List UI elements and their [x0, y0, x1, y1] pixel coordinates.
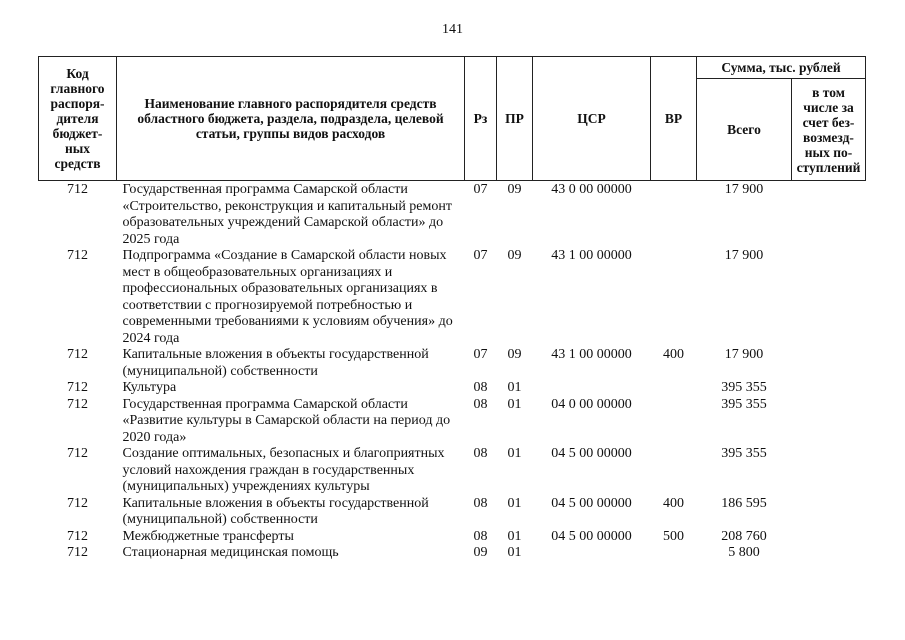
header-code: Код главного распоря-дителя бюджет-ных средств — [39, 57, 117, 181]
cell-rz: 07 — [473, 182, 488, 197]
cell-name: Культура — [122, 380, 177, 395]
table-row — [39, 446, 866, 496]
cell-rz: 08 — [473, 495, 488, 511]
cell-vr — [651, 380, 697, 397]
cell-vr — [651, 446, 697, 496]
header-pr: ПР — [497, 57, 533, 181]
cell-total: 395 355 — [721, 396, 767, 412]
table-row — [39, 181, 866, 249]
cell-gratis — [792, 545, 866, 562]
cell-name: Стационарная медицинская помощь — [122, 545, 339, 560]
cell-csr — [533, 545, 651, 562]
cell-code: 712 — [67, 528, 88, 544]
cell-name: Подпрограмма «Создание в Самарской области новых мест в общеобразовательных организациях и профессиональных образовательных организациях в соответствии с прогнозируемой потребностью и современными требованиями к условиям обучения» до 2024 года — [122, 248, 453, 346]
cell-rz: 08 — [473, 380, 488, 395]
cell-csr: 04 0 00 00000 — [551, 396, 632, 412]
cell-code: 712 — [67, 446, 88, 461]
cell-name: Межбюджетные трансферты — [122, 528, 294, 544]
cell-total: 17 900 — [724, 182, 764, 197]
cell-pr: 09 — [507, 248, 522, 263]
table-header — [39, 57, 866, 181]
cell-gratis — [792, 529, 866, 546]
cell-total: 17 900 — [724, 347, 764, 362]
cell-rz: 07 — [473, 347, 488, 362]
cell-csr: 43 0 00 00000 — [551, 182, 632, 197]
header-gratis: в том числе за счет без-возмезд-ных по-ступлений — [792, 79, 866, 181]
cell-vr: 500 — [663, 528, 684, 544]
cell-csr: 43 1 00 00000 — [551, 248, 632, 263]
cell-gratis — [792, 181, 866, 249]
cell-vr: 400 — [663, 495, 684, 511]
cell-rz: 08 — [473, 528, 488, 544]
cell-pr: 01 — [507, 495, 522, 511]
header-sum-group: Сумма, тыс. рублей — [697, 57, 866, 79]
table-row — [39, 529, 866, 546]
cell-pr: 01 — [507, 380, 522, 395]
header-name: Наименование главного распорядителя средств областного бюджета, раздела, подраздела, целевой статьи, группы видов расходов — [117, 57, 465, 181]
header-csr: ЦСР — [533, 57, 651, 181]
cell-gratis — [792, 347, 866, 380]
cell-pr: 09 — [507, 347, 522, 362]
cell-pr: 01 — [507, 545, 522, 560]
cell-code: 712 — [67, 380, 88, 395]
budget-table — [38, 56, 866, 562]
cell-rz: 09 — [473, 545, 488, 560]
table-row — [39, 380, 866, 397]
cell-rz: 08 — [473, 396, 488, 412]
cell-pr: 01 — [507, 528, 522, 544]
cell-total: 17 900 — [724, 248, 764, 263]
cell-gratis — [792, 446, 866, 496]
cell-total: 395 355 — [721, 380, 767, 395]
cell-gratis — [792, 248, 866, 347]
table-row — [39, 496, 866, 529]
cell-pr: 01 — [507, 446, 522, 461]
cell-gratis — [792, 397, 866, 447]
cell-gratis — [792, 380, 866, 397]
cell-csr: 43 1 00 00000 — [551, 347, 632, 362]
cell-name: Государственная программа Самарской области «Строительство, реконструкция и капитальный ремонт образовательных учреждений Самарской области» до 2025 года — [122, 182, 452, 247]
cell-name: Создание оптимальных, безопасных и благоприятных условий нахождения граждан в государственных (муниципальных) учреждениях культуры — [122, 446, 445, 494]
table-row — [39, 397, 866, 447]
cell-code: 712 — [67, 182, 88, 197]
cell-pr: 01 — [507, 396, 522, 412]
cell-total: 395 355 — [721, 446, 767, 461]
cell-vr — [651, 181, 697, 249]
cell-vr: 400 — [663, 347, 684, 362]
cell-name: Капитальные вложения в объекты государственной (муниципальной) собственности — [122, 495, 429, 527]
table-body — [39, 181, 866, 562]
cell-vr — [651, 248, 697, 347]
cell-rz: 07 — [473, 248, 488, 263]
cell-vr — [651, 397, 697, 447]
cell-code: 712 — [67, 545, 88, 560]
cell-name: Капитальные вложения в объекты государственной (муниципальной) собственности — [122, 347, 429, 379]
cell-csr: 04 5 00 00000 — [551, 528, 632, 544]
cell-csr: 04 5 00 00000 — [551, 495, 632, 511]
table-row — [39, 545, 866, 562]
cell-csr: 04 5 00 00000 — [551, 446, 632, 461]
cell-name: Государственная программа Самарской области «Развитие культуры в Самарской области на период до 2020 года» — [122, 396, 451, 445]
cell-pr: 09 — [507, 182, 522, 197]
table-row — [39, 248, 866, 347]
cell-total: 208 760 — [721, 528, 767, 544]
cell-total: 5 800 — [728, 545, 760, 560]
header-total: Всего — [697, 79, 792, 181]
cell-csr — [533, 380, 651, 397]
header-vr: ВР — [651, 57, 697, 181]
header-rz: Рз — [465, 57, 497, 181]
cell-code: 712 — [67, 347, 88, 362]
cell-code: 712 — [67, 248, 88, 263]
table-row — [39, 347, 866, 380]
cell-rz: 08 — [473, 446, 488, 461]
cell-gratis — [792, 496, 866, 529]
cell-vr — [651, 545, 697, 562]
cell-total: 186 595 — [721, 495, 767, 511]
cell-code: 712 — [67, 396, 88, 412]
page-number: 141 — [442, 22, 463, 37]
cell-code: 712 — [67, 495, 88, 511]
